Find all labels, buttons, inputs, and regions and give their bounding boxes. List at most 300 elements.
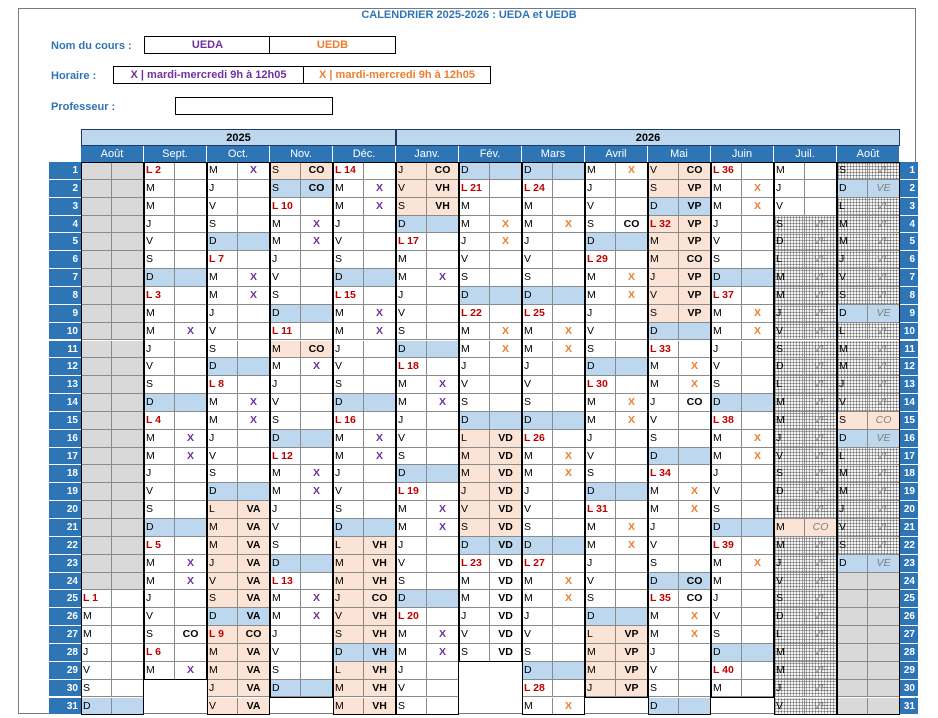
month-header[interactable]: Août (81, 146, 144, 162)
day-cell[interactable]: V (585, 448, 616, 466)
day-cell[interactable]: D (648, 573, 679, 591)
day-cell[interactable]: V (207, 448, 238, 466)
day-cell[interactable]: M (648, 501, 679, 519)
day-cell[interactable]: M (333, 430, 364, 448)
mark-cell[interactable]: VD (490, 537, 522, 555)
day-cell[interactable]: M (522, 341, 553, 359)
mark-cell[interactable] (364, 483, 396, 501)
mark-cell[interactable] (427, 448, 459, 466)
day-cell[interactable]: D (270, 430, 301, 448)
day-cell[interactable]: L 32 (648, 216, 679, 234)
day-cell[interactable]: V (270, 269, 301, 287)
month-header[interactable]: Janv. (396, 146, 459, 162)
day-cell[interactable]: S (270, 162, 301, 180)
mark-cell[interactable] (427, 698, 459, 716)
day-cell[interactable]: L (207, 501, 238, 519)
mark-cell[interactable] (301, 555, 333, 573)
day-cell[interactable]: M (837, 465, 868, 483)
mark-cell[interactable] (742, 680, 774, 698)
mark-cell[interactable] (175, 358, 207, 376)
day-cell[interactable]: L 40 (711, 662, 742, 680)
day-cell[interactable]: L 38 (711, 412, 742, 430)
day-cell[interactable]: L (837, 323, 868, 341)
mark-cell[interactable] (679, 341, 711, 359)
mark-cell[interactable] (112, 162, 144, 180)
mark-cell[interactable]: VE (868, 180, 900, 198)
day-cell[interactable]: L 4 (144, 412, 175, 430)
day-cell[interactable]: M (522, 216, 553, 234)
mark-cell[interactable]: X (553, 465, 585, 483)
day-cell[interactable]: M (459, 341, 490, 359)
mark-cell[interactable] (175, 608, 207, 626)
day-cell[interactable]: M (459, 448, 490, 466)
day-cell[interactable]: L 33 (648, 341, 679, 359)
day-cell[interactable]: M (396, 376, 427, 394)
mark-cell[interactable]: X (742, 430, 774, 448)
mark-cell[interactable]: VE (805, 680, 837, 698)
day-cell[interactable]: M (837, 341, 868, 359)
mark-cell[interactable]: VH (364, 537, 396, 555)
mark-cell[interactable] (742, 537, 774, 555)
mark-cell[interactable]: X (364, 198, 396, 216)
mark-cell[interactable] (175, 465, 207, 483)
day-cell[interactable]: J (774, 305, 805, 323)
mark-cell[interactable] (301, 287, 333, 305)
day-cell[interactable]: M (207, 662, 238, 680)
day-cell[interactable]: S (774, 465, 805, 483)
day-cell[interactable]: M (585, 287, 616, 305)
day-cell[interactable]: J (396, 162, 427, 180)
month-header[interactable]: Sept. (144, 146, 207, 162)
mark-cell[interactable]: VE (805, 501, 837, 519)
mark-cell[interactable]: VP (679, 305, 711, 323)
day-cell[interactable]: D (396, 590, 427, 608)
mark-cell[interactable] (301, 519, 333, 537)
day-cell[interactable]: V (396, 305, 427, 323)
day-cell[interactable]: L (333, 537, 364, 555)
day-cell[interactable]: L 1 (81, 590, 112, 608)
mark-cell[interactable] (364, 501, 396, 519)
mark-cell[interactable] (427, 216, 459, 234)
mark-cell[interactable]: X (553, 216, 585, 234)
mark-cell[interactable] (364, 376, 396, 394)
day-cell[interactable]: M (459, 465, 490, 483)
mark-cell[interactable]: VE (805, 233, 837, 251)
mark-cell[interactable]: X (679, 608, 711, 626)
mark-cell[interactable] (742, 269, 774, 287)
mark-cell[interactable] (427, 680, 459, 698)
mark-cell[interactable] (616, 448, 648, 466)
mark-cell[interactable] (112, 216, 144, 234)
day-cell[interactable]: S (648, 180, 679, 198)
mark-cell[interactable] (238, 465, 270, 483)
day-cell[interactable]: M (144, 305, 175, 323)
day-cell[interactable]: M (207, 412, 238, 430)
day-cell[interactable]: V (522, 376, 553, 394)
mark-cell[interactable] (742, 590, 774, 608)
day-cell[interactable]: L 37 (711, 287, 742, 305)
day-cell[interactable]: S (711, 376, 742, 394)
day-cell[interactable]: M (270, 233, 301, 251)
mark-cell[interactable] (553, 662, 585, 680)
day-cell[interactable]: M (711, 573, 742, 591)
day-cell[interactable]: V (774, 573, 805, 591)
day-cell[interactable]: S (333, 501, 364, 519)
mark-cell[interactable]: X (175, 323, 207, 341)
day-cell[interactable]: J (648, 394, 679, 412)
day-cell[interactable]: S (648, 305, 679, 323)
day-cell[interactable] (81, 305, 112, 323)
day-cell[interactable]: V (774, 323, 805, 341)
day-cell[interactable]: S (207, 590, 238, 608)
mark-cell[interactable]: CO (679, 162, 711, 180)
day-cell[interactable]: D (333, 394, 364, 412)
mark-cell[interactable]: X (490, 216, 522, 234)
mark-cell[interactable] (427, 662, 459, 680)
day-cell[interactable]: J (270, 626, 301, 644)
mark-cell[interactable] (112, 233, 144, 251)
teacher-field[interactable] (175, 97, 333, 115)
day-cell[interactable]: V (711, 358, 742, 376)
mark-cell[interactable] (175, 412, 207, 430)
day-cell[interactable]: M (144, 198, 175, 216)
mark-cell[interactable] (427, 251, 459, 269)
mark-cell[interactable]: VE (868, 358, 900, 376)
mark-cell[interactable]: VE (868, 233, 900, 251)
day-cell[interactable]: M (333, 573, 364, 591)
mark-cell[interactable]: VD (490, 483, 522, 501)
day-cell[interactable]: L 3 (144, 287, 175, 305)
day-cell[interactable] (81, 412, 112, 430)
mark-cell[interactable]: VD (490, 626, 522, 644)
day-cell[interactable]: J (837, 501, 868, 519)
day-cell[interactable]: L 39 (711, 537, 742, 555)
mark-cell[interactable] (175, 269, 207, 287)
day-cell[interactable]: D (837, 180, 868, 198)
day-cell[interactable]: M (774, 662, 805, 680)
mark-cell[interactable] (553, 608, 585, 626)
mark-cell[interactable] (175, 162, 207, 180)
mark-cell[interactable] (112, 608, 144, 626)
mark-cell[interactable] (238, 251, 270, 269)
day-cell[interactable]: S (270, 412, 301, 430)
day-cell[interactable]: M (81, 626, 112, 644)
mark-cell[interactable] (742, 519, 774, 537)
mark-cell[interactable]: X (742, 180, 774, 198)
mark-cell[interactable] (427, 573, 459, 591)
mark-cell[interactable]: VH (364, 644, 396, 662)
day-cell[interactable]: D (585, 358, 616, 376)
day-cell[interactable]: S (774, 590, 805, 608)
mark-cell[interactable]: X (427, 501, 459, 519)
mark-cell[interactable]: VA (238, 501, 270, 519)
day-cell[interactable]: J (333, 590, 364, 608)
day-cell[interactable]: V (270, 644, 301, 662)
day-cell[interactable]: D (270, 305, 301, 323)
mark-cell[interactable] (112, 376, 144, 394)
mark-cell[interactable]: X (175, 573, 207, 591)
mark-cell[interactable]: VE (805, 287, 837, 305)
day-cell[interactable]: D (459, 537, 490, 555)
mark-cell[interactable]: X (427, 519, 459, 537)
day-cell[interactable]: S (522, 394, 553, 412)
day-cell[interactable]: M (333, 680, 364, 698)
day-cell[interactable]: M (522, 465, 553, 483)
mark-cell[interactable] (364, 269, 396, 287)
mark-cell[interactable] (301, 573, 333, 591)
mark-cell[interactable] (175, 519, 207, 537)
mark-cell[interactable] (112, 590, 144, 608)
day-cell[interactable]: J (459, 608, 490, 626)
day-cell[interactable]: L 12 (270, 448, 301, 466)
day-cell[interactable]: S (585, 341, 616, 359)
day-cell[interactable]: J (522, 233, 553, 251)
mark-cell[interactable]: VE (868, 287, 900, 305)
day-cell[interactable]: S (144, 251, 175, 269)
day-cell[interactable]: M (207, 287, 238, 305)
mark-cell[interactable] (679, 448, 711, 466)
mark-cell[interactable] (553, 269, 585, 287)
day-cell[interactable]: J (207, 555, 238, 573)
mark-cell[interactable] (112, 180, 144, 198)
month-header[interactable]: Nov. (270, 146, 333, 162)
day-cell[interactable]: S (270, 537, 301, 555)
mark-cell[interactable]: X (679, 501, 711, 519)
mark-cell[interactable] (112, 430, 144, 448)
mark-cell[interactable]: VP (616, 662, 648, 680)
day-cell[interactable] (81, 465, 112, 483)
day-cell[interactable]: D (333, 269, 364, 287)
mark-cell[interactable] (301, 305, 333, 323)
day-cell[interactable]: V (648, 162, 679, 180)
day-cell[interactable] (81, 233, 112, 251)
mark-cell[interactable] (301, 662, 333, 680)
mark-cell[interactable] (112, 412, 144, 430)
day-cell[interactable] (837, 608, 868, 626)
mark-cell[interactable]: VE (868, 305, 900, 323)
day-cell[interactable] (81, 358, 112, 376)
day-cell[interactable]: V (144, 483, 175, 501)
day-cell[interactable]: J (396, 662, 427, 680)
day-cell[interactable]: V (270, 519, 301, 537)
mark-cell[interactable]: X (679, 376, 711, 394)
mark-cell[interactable]: X (553, 698, 585, 716)
day-cell[interactable]: L (837, 198, 868, 216)
mark-cell[interactable] (742, 216, 774, 234)
day-cell[interactable]: V (333, 233, 364, 251)
mark-cell[interactable]: VH (364, 626, 396, 644)
mark-cell[interactable] (301, 376, 333, 394)
day-cell[interactable]: J (774, 555, 805, 573)
mark-cell[interactable] (175, 180, 207, 198)
mark-cell[interactable] (238, 341, 270, 359)
day-cell[interactable]: D (774, 608, 805, 626)
mark-cell[interactable] (427, 608, 459, 626)
mark-cell[interactable]: VE (868, 448, 900, 466)
day-cell[interactable]: L 9 (207, 626, 238, 644)
day-cell[interactable]: V (774, 698, 805, 716)
day-cell[interactable]: V (207, 698, 238, 716)
mark-cell[interactable]: VH (364, 608, 396, 626)
mark-cell[interactable]: VP (679, 216, 711, 234)
day-cell[interactable]: M (396, 519, 427, 537)
day-cell[interactable]: L 17 (396, 233, 427, 251)
day-cell[interactable]: M (585, 537, 616, 555)
day-cell[interactable]: L (585, 626, 616, 644)
day-cell[interactable]: V (585, 198, 616, 216)
day-cell[interactable]: L 14 (333, 162, 364, 180)
mark-cell[interactable] (742, 394, 774, 412)
day-cell[interactable]: J (774, 180, 805, 198)
day-cell[interactable]: S (837, 287, 868, 305)
day-cell[interactable]: L 23 (459, 555, 490, 573)
day-cell[interactable]: J (333, 341, 364, 359)
day-cell[interactable]: D (648, 698, 679, 716)
mark-cell[interactable]: VE (805, 394, 837, 412)
day-cell[interactable]: J (144, 465, 175, 483)
mark-cell[interactable] (364, 394, 396, 412)
mark-cell[interactable] (175, 198, 207, 216)
day-cell[interactable]: S (648, 555, 679, 573)
day-cell[interactable]: M (207, 394, 238, 412)
day-cell[interactable]: L 15 (333, 287, 364, 305)
day-cell[interactable]: M (837, 216, 868, 234)
day-cell[interactable]: D (711, 394, 742, 412)
day-cell[interactable]: J (774, 680, 805, 698)
mark-cell[interactable]: CO (364, 590, 396, 608)
day-cell[interactable]: V (837, 269, 868, 287)
day-cell[interactable]: M (711, 680, 742, 698)
day-cell[interactable]: L 11 (270, 323, 301, 341)
mark-cell[interactable]: VA (238, 519, 270, 537)
day-cell[interactable]: M (648, 608, 679, 626)
mark-cell[interactable] (616, 608, 648, 626)
mark-cell[interactable]: VA (238, 573, 270, 591)
mark-cell[interactable]: CO (301, 162, 333, 180)
mark-cell[interactable] (679, 680, 711, 698)
mark-cell[interactable]: X (490, 341, 522, 359)
mark-cell[interactable]: X (364, 305, 396, 323)
day-cell[interactable]: S (774, 341, 805, 359)
mark-cell[interactable] (742, 501, 774, 519)
mark-cell[interactable]: VH (364, 573, 396, 591)
mark-cell[interactable]: VE (805, 305, 837, 323)
mark-cell[interactable] (238, 430, 270, 448)
mark-cell[interactable]: X (238, 287, 270, 305)
mark-cell[interactable]: VE (868, 251, 900, 269)
month-header[interactable]: Fév. (459, 146, 522, 162)
mark-cell[interactable]: VE (805, 376, 837, 394)
day-cell[interactable] (81, 555, 112, 573)
mark-cell[interactable] (868, 573, 900, 591)
mark-cell[interactable]: VD (490, 608, 522, 626)
mark-cell[interactable]: CO (679, 590, 711, 608)
mark-cell[interactable]: X (175, 555, 207, 573)
day-cell[interactable]: M (585, 394, 616, 412)
mark-cell[interactable] (616, 198, 648, 216)
day-cell[interactable]: V (648, 412, 679, 430)
mark-cell[interactable]: VE (868, 216, 900, 234)
mark-cell[interactable] (553, 430, 585, 448)
day-cell[interactable]: M (207, 537, 238, 555)
day-cell[interactable]: L 10 (270, 198, 301, 216)
day-cell[interactable]: J (144, 590, 175, 608)
mark-cell[interactable]: VP (679, 180, 711, 198)
day-cell[interactable]: J (585, 180, 616, 198)
mark-cell[interactable]: CO (301, 341, 333, 359)
mark-cell[interactable] (616, 233, 648, 251)
day-cell[interactable]: M (711, 555, 742, 573)
day-cell[interactable]: S (270, 287, 301, 305)
mark-cell[interactable] (742, 465, 774, 483)
mark-cell[interactable]: X (742, 555, 774, 573)
mark-cell[interactable] (238, 216, 270, 234)
day-cell[interactable]: L (774, 376, 805, 394)
mark-cell[interactable]: VE (868, 323, 900, 341)
mark-cell[interactable]: VP (616, 626, 648, 644)
mark-cell[interactable] (427, 323, 459, 341)
day-cell[interactable]: M (837, 233, 868, 251)
mark-cell[interactable]: X (553, 573, 585, 591)
day-cell[interactable]: M (522, 448, 553, 466)
mark-cell[interactable] (112, 483, 144, 501)
day-cell[interactable]: M (144, 662, 175, 680)
mark-cell[interactable] (679, 465, 711, 483)
day-cell[interactable] (81, 430, 112, 448)
day-cell[interactable]: D (585, 483, 616, 501)
mark-cell[interactable]: X (427, 394, 459, 412)
day-cell[interactable]: V (144, 608, 175, 626)
mark-cell[interactable]: X (553, 590, 585, 608)
day-cell[interactable]: S (396, 573, 427, 591)
day-cell[interactable]: J (207, 680, 238, 698)
day-cell[interactable]: M (711, 430, 742, 448)
mark-cell[interactable]: VA (238, 608, 270, 626)
day-cell[interactable]: M (585, 519, 616, 537)
month-header[interactable]: Déc. (333, 146, 396, 162)
day-cell[interactable]: V (711, 233, 742, 251)
mark-cell[interactable]: VD (490, 430, 522, 448)
day-cell[interactable]: M (270, 465, 301, 483)
day-cell[interactable]: L 6 (144, 644, 175, 662)
day-cell[interactable]: M (396, 251, 427, 269)
mark-cell[interactable]: VE (868, 501, 900, 519)
mark-cell[interactable]: VE (805, 269, 837, 287)
mark-cell[interactable] (112, 501, 144, 519)
mark-cell[interactable] (616, 251, 648, 269)
day-cell[interactable]: S (585, 216, 616, 234)
day-cell[interactable]: J (585, 680, 616, 698)
mark-cell[interactable] (553, 501, 585, 519)
day-cell[interactable]: M (522, 323, 553, 341)
day-cell[interactable]: V (396, 430, 427, 448)
day-cell[interactable]: D (459, 162, 490, 180)
mark-cell[interactable] (238, 198, 270, 216)
mark-cell[interactable] (112, 305, 144, 323)
day-cell[interactable]: M (585, 162, 616, 180)
mark-cell[interactable] (553, 483, 585, 501)
mark-cell[interactable] (553, 180, 585, 198)
mark-cell[interactable]: VD (490, 519, 522, 537)
month-header[interactable]: Avril (585, 146, 648, 162)
day-cell[interactable] (837, 590, 868, 608)
mark-cell[interactable] (679, 537, 711, 555)
day-cell[interactable]: M (585, 412, 616, 430)
mark-cell[interactable] (868, 662, 900, 680)
day-cell[interactable]: S (333, 626, 364, 644)
mark-cell[interactable] (301, 626, 333, 644)
day-cell[interactable]: L (774, 626, 805, 644)
